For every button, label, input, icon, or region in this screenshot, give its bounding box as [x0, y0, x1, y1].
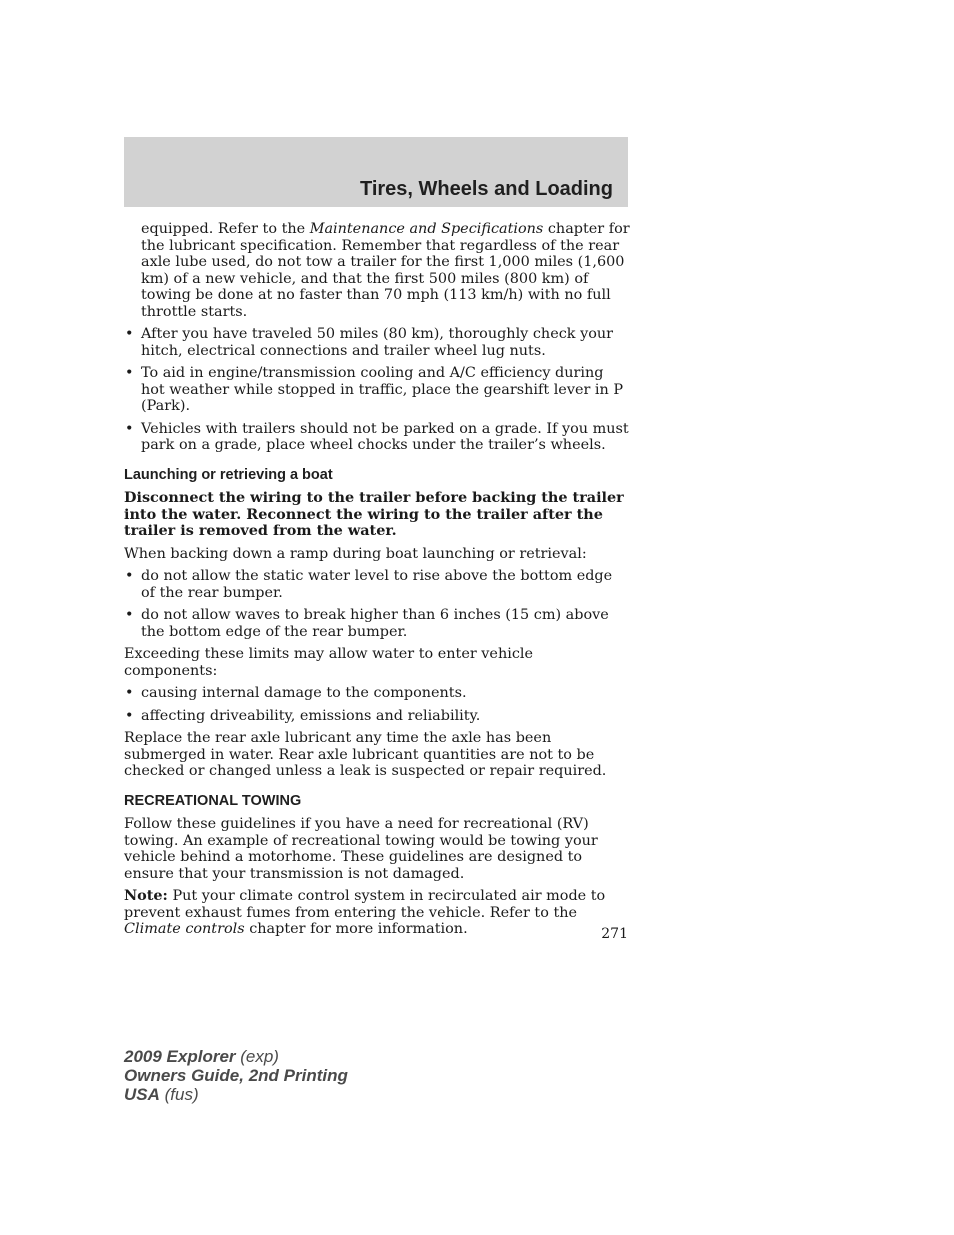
footer-line-model: 2009 Explorer (exp) — [124, 1047, 279, 1066]
section-heading-boat: Launching or retrieving a boat — [124, 466, 333, 483]
chapter-reference: Maintenance and Specifications — [309, 221, 544, 237]
bullet-icon: • — [125, 568, 134, 584]
bullet-icon: • — [125, 365, 134, 381]
section-heading-recreational-towing: RECREATIONAL TOWING — [124, 792, 302, 809]
list-item: • do not allow waves to break higher than 6 inches (15 cm) above the bottom edge of the rear bumper. — [125, 607, 609, 640]
list-item: • After you have traveled 50 miles (80 km), thoroughly check your hitch, electrical connections and trailer wheel lug nuts. — [125, 326, 614, 359]
bullet-icon: • — [125, 607, 134, 623]
list-item: • Vehicles with trailers should not be parked on a grade. If you must park on a grade, place wheel chocks under the trailer’s wheels. — [125, 420, 629, 453]
note-label: Note: — [124, 887, 168, 904]
damage-list — [124, 685, 630, 724]
footer-line-market: USA (fus) — [124, 1085, 199, 1104]
bullet-icon: • — [125, 685, 134, 701]
towing-paragraph: Follow these guidelines if you have a need for recreational (RV) towing. An example of recreational towing would be towing your vehicle behind a motorhome. These guidelines are designed to ensure that your transmission is not damaged. — [124, 816, 598, 882]
water-level-list — [124, 568, 630, 640]
exceeding-limits-paragraph: Exceeding these limits may allow water to enter vehicle components: — [124, 646, 533, 679]
chapter-title: Tires, Wheels and Loading — [359, 178, 613, 200]
note-paragraph: Note: Put your climate control system in recirculated air mode to prevent exhaust fumes from entering the vehicle. Refer to the Climate controls chapter for more information. — [124, 887, 606, 937]
list-item: • do not allow the static water level to rise above the bottom edge of the rear bumper. — [125, 568, 613, 601]
trailer-tips-list — [124, 326, 630, 454]
list-item: • To aid in engine/transmission cooling and A/C efficiency during hot weather while stopped in traffic, place the gearshift lever in P (Park). — [125, 365, 624, 414]
axle-lubricant-paragraph: Replace the rear axle lubricant any time the axle has been submerged in water. Rear axle lubricant quantities are not to be checked or changed unless a leak is suspected or repair required. — [124, 730, 607, 779]
list-item: • causing internal damage to the components. — [125, 685, 467, 701]
bullet-icon: • — [125, 420, 134, 437]
bullet-icon: • — [125, 326, 134, 342]
page-number: 271 — [601, 926, 628, 942]
chapter-header — [124, 137, 628, 207]
document-footer — [124, 1047, 348, 1104]
warning-paragraph: Disconnect the wiring to the trailer before backing the trailer into the water. Reconnect the wiring to the trailer after the trailer is removed from the water. — [124, 489, 624, 539]
intro-paragraph: equipped. Refer to the Maintenance and Specifications chapter for the lubricant specification. Remember that regardless of the rear axle lube used, do not tow a trailer for the first 1,000 miles (1,600 km) of a new vehicle, and that the first 500 miles (800 km) of towing be done at no faster than 70 mph (113 km/h) with no full throttle starts. — [141, 221, 630, 320]
page-content — [124, 221, 630, 944]
chapter-reference: Climate controls — [124, 921, 245, 937]
bullet-icon: • — [125, 707, 134, 724]
footer-line-guide: Owners Guide, 2nd Printing — [124, 1066, 348, 1085]
list-item: • affecting driveability, emissions and reliability. — [125, 707, 481, 724]
boat-lead-paragraph: When backing down a ramp during boat launching or retrieval: — [124, 545, 587, 562]
